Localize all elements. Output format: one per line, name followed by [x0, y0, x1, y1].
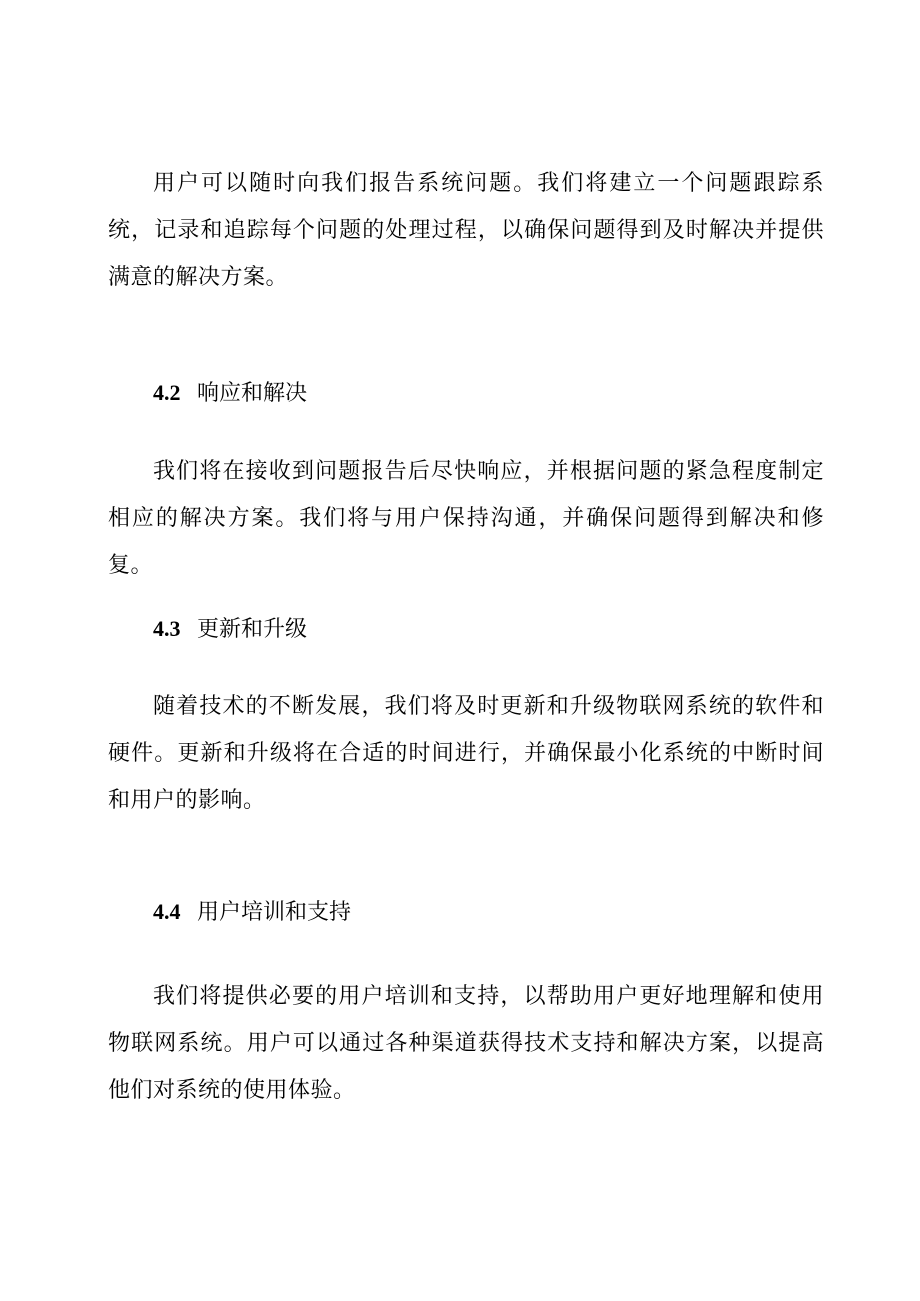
- intro-paragraph: 用户可以随时向我们报告系统问题。我们将建立一个问题跟踪系统，记录和追踪每个问题的处理过程，以确保问题得到及时解决并提供满意的解决方案。: [108, 171, 824, 290]
- section-number: 4.4: [153, 899, 181, 924]
- section-number: 4.3: [153, 616, 181, 641]
- section-4-3-paragraph: 随着技术的不断发展，我们将及时更新和升级物联网系统的软件和硬件。更新和升级将在合适的时间进行，并确保最小化系统的中断时间和用户的影响。: [108, 694, 824, 813]
- section-title: 用户培训和支持: [197, 900, 352, 925]
- section-4-2-paragraph: 我们将在接收到问题报告后尽快响应，并根据问题的紧急程度制定相应的解决方案。我们将与用户保持沟通，并确保问题得到解决和修复。: [108, 459, 824, 578]
- section-heading-4-4: [153, 897, 351, 928]
- section-heading-4-3: [153, 614, 307, 645]
- section-4-4-paragraph: 我们将提供必要的用户培训和支持，以帮助用户更好地理解和使用物联网系统。用户可以通过各种渠道获得技术支持和解决方案，以提高他们对系统的使用体验。: [108, 984, 824, 1103]
- section-heading-4-2: [153, 378, 307, 409]
- section-number: 4.2: [153, 380, 181, 405]
- section-title: 更新和升级: [197, 617, 308, 642]
- section-title: 响应和解决: [197, 381, 308, 406]
